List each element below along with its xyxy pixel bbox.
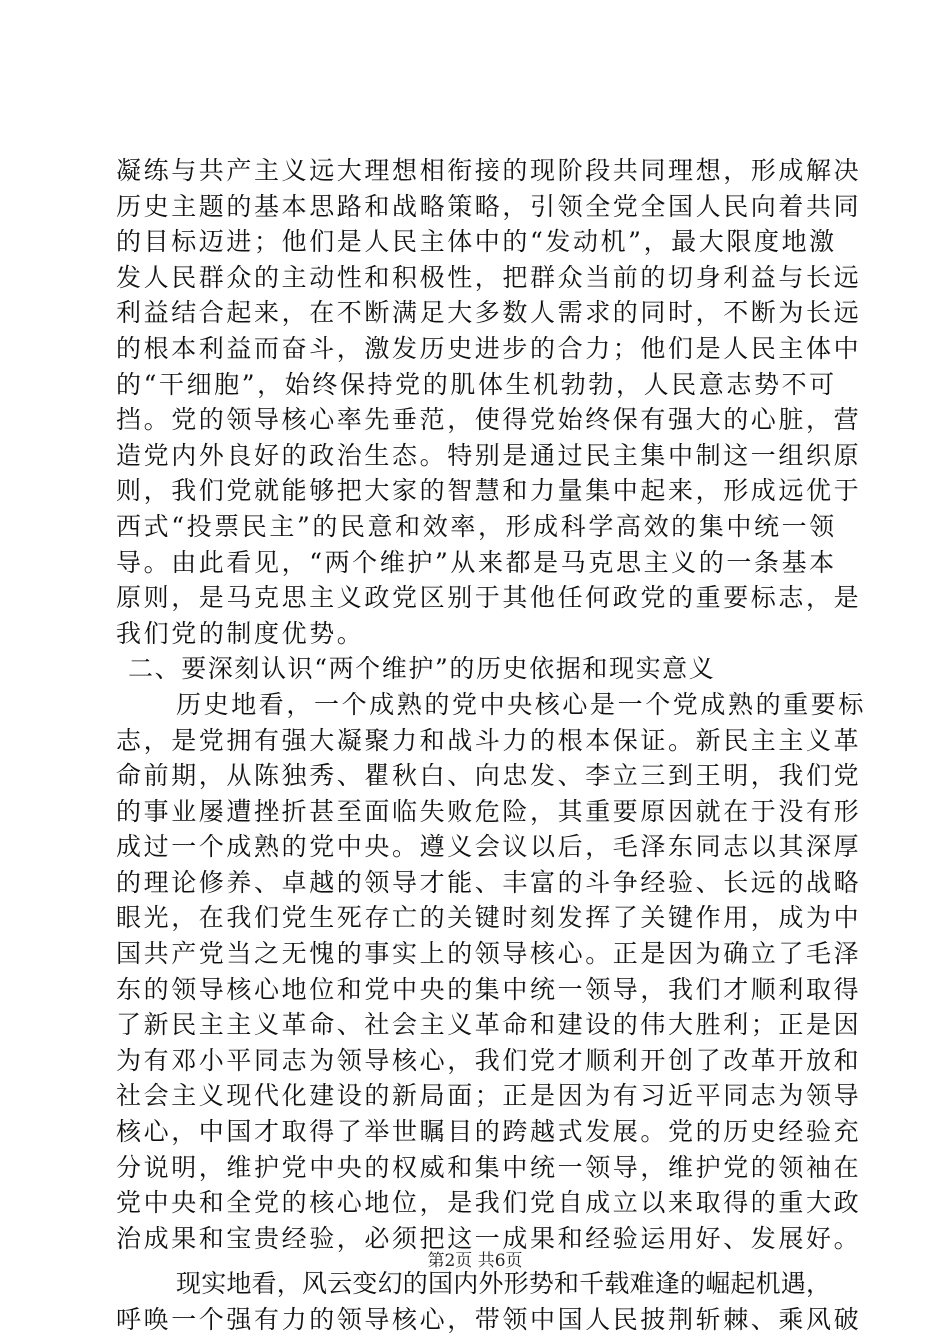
- text-line: 的“干细胞”，始终保持党的肌体生机勃勃，人民意志势不可: [116, 369, 837, 399]
- section-heading: 二、要深刻认识“两个维护”的历史依据和现实意义: [128, 654, 716, 684]
- text-line: 我们党的制度优势。: [116, 618, 365, 648]
- text-line: 呼唤一个强有力的领导核心，带领中国人民披荆斩棘、乘风破: [116, 1305, 862, 1334]
- text-line: 的根本利益而奋斗，激发历史进步的合力；他们是人民主体中: [116, 333, 862, 363]
- text-line: 国共产党当之无愧的事实上的领导核心。正是因为确立了毛泽: [116, 939, 862, 969]
- text-line: 命前期，从陈独秀、瞿秋白、向忠发、李立三到王明，我们党: [116, 761, 862, 791]
- text-line: 利益结合起来，在不断满足大多数人需求的同时，不断为长远: [116, 298, 862, 328]
- text-line: 现实地看，风云变幻的国内外形势和千载难逢的崛起机遇，: [176, 1269, 832, 1299]
- text-line: 历史主题的基本思路和战略策略，引领全党全国人民向着共同: [116, 191, 862, 221]
- text-line: 为有邓小平同志为领导核心，我们党才顺利开创了改革开放和: [116, 1045, 862, 1075]
- text-line: 原则，是马克思主义政党区别于其他任何政党的重要标志，是: [116, 583, 862, 613]
- text-line: 则，我们党就能够把大家的智慧和力量集中起来，形成远优于: [116, 476, 862, 506]
- text-line: 发人民群众的主动性和积极性，把群众当前的切身利益与长远: [116, 262, 862, 292]
- document-body: [116, 153, 867, 1338]
- text-line: 眼光，在我们党生死存亡的关键时刻发挥了关键作用，成为中: [116, 903, 862, 933]
- text-line: 了新民主主义革命、社会主义革命和建设的伟大胜利；正是因: [116, 1010, 862, 1040]
- text-line: 的目标迈进；他们是人民主体中的“发动机”，最大限度地激: [116, 227, 837, 257]
- text-line: 东的领导核心地位和党中央的集中统一领导，我们才顺利取得: [116, 974, 862, 1004]
- text-line: 治成果和宝贵经验，必须把这一成果和经验运用好、发展好。: [116, 1223, 862, 1253]
- text-line: 导。由此看见，“两个维护”从来都是马克思主义的一条基本: [116, 547, 837, 577]
- page-number-footer: 第2页 共6页: [427, 1251, 523, 1271]
- text-line: 挡。党的领导核心率先垂范，使得党始终保有强大的心脏，营: [116, 405, 862, 435]
- text-line: 党中央和全党的核心地位，是我们党自成立以来取得的重大政: [116, 1188, 862, 1218]
- text-line: 造党内外良好的政治生态。特别是通过民主集中制这一组织原: [116, 440, 862, 470]
- text-line: 志，是党拥有强大凝聚力和战斗力的根本保证。新民主主义革: [116, 725, 862, 755]
- text-line: 凝练与共产主义远大理想相衔接的现阶段共同理想，形成解决: [116, 156, 862, 185]
- text-line: 社会主义现代化建设的新局面；正是因为有习近平同志为领导: [116, 1081, 862, 1111]
- text-line: 成过一个成熟的党中央。遵义会议以后，毛泽东同志以其深厚: [116, 832, 862, 862]
- paragraph-3: [116, 1266, 862, 1337]
- text-line: 分说明，维护党中央的权威和集中统一领导，维护党的领袖在: [116, 1152, 862, 1182]
- paragraph-2: [116, 687, 867, 1257]
- paragraph-1: [116, 153, 862, 651]
- text-line: 历史地看，一个成熟的党中央核心是一个党成熟的重要标: [176, 689, 867, 719]
- text-line: 西式“投票民主”的民意和效率，形成科学高效的集中统一领: [116, 511, 837, 541]
- text-line: 的事业屡遭挫折甚至面临失败危险，其重要原因就在于没有形: [116, 796, 862, 826]
- text-line: 的理论修养、卓越的领导才能、丰富的斗争经验、长远的战略: [116, 867, 862, 897]
- text-line: 核心，中国才取得了举世瞩目的跨越式发展。党的历史经验充: [116, 1117, 862, 1147]
